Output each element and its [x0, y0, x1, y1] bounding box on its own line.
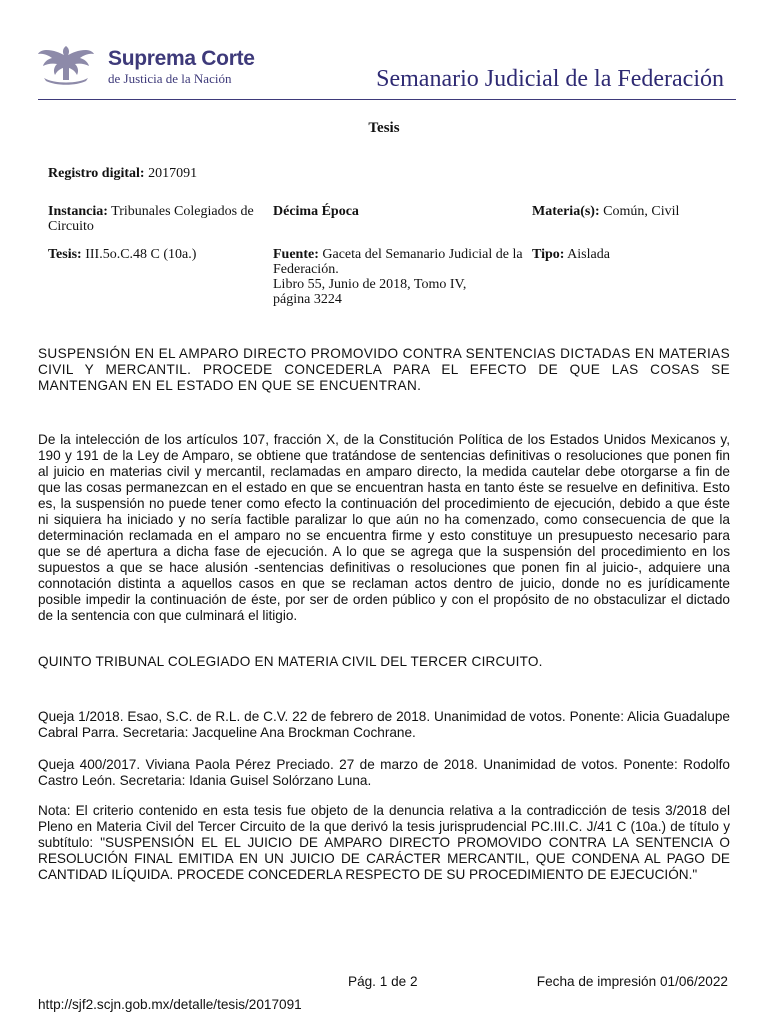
page-number: Pág. 1 de 2 [348, 974, 418, 989]
site-title: Semanario Judicial de la Federación [376, 66, 724, 92]
header-divider [38, 99, 736, 100]
eagle-seal-icon [36, 40, 96, 86]
fuente-value: Gaceta del Semanario Judicial de la Federación. [273, 247, 523, 277]
registro-label: Registro digital: [48, 166, 145, 181]
instancia-value: Tribunales Colegiados de Circuito [48, 204, 254, 234]
precedente-2: Queja 400/2017. Viviana Paola Pérez Preciado. 27 de marzo de 2018. Unanimidad de votos. Ponente: Rodolfo Castro León. Secretaria: Idania Guisel Solórzano Luna. [38, 757, 730, 788]
tipo-value: Aislada [567, 247, 610, 262]
document-title: Tesis [368, 120, 400, 136]
epoca-label: Décima Época [273, 204, 359, 219]
nota: Nota: El criterio contenido en esta tesis fue objeto de la denuncia relativa a la contradicción de tesis 3/2018 del Pleno en Materia Civil del Tercer Circuito de la que derivó la tesis jurisprudencial PC.III.C. J/41 C (10a.) de título y subtítulo: "SUSPENSIÓN EL EL JUICIO DE AMPARO DIRECTO PROMOVIDO CONTRA LA SENTENCIA O RESOLUCIÓN FINAL EMITIDA EN UN JUICIO DE CARÁCTER MERCANTIL, QUE CONDENA AL PAGO DE CANTIDAD ILÍQUIDA. PROCEDE CONCEDERLA RESPECTO DE SU PROCEDIMIENTO DE EJECUCIÓN." [38, 803, 730, 882]
instancia [48, 204, 263, 234]
fuente-pagina: página 3224 [273, 292, 342, 307]
institution-logo [108, 48, 255, 87]
instancia-label: Instancia: [48, 204, 108, 219]
tesis-value: III.5o.C.48 C (10a.) [85, 247, 197, 262]
tribunal-name: QUINTO TRIBUNAL COLEGIADO EN MATERIA CIVIL DEL TERCER CIRCUITO. [38, 654, 543, 669]
precedente-1: Queja 1/2018. Esao, S.C. de R.L. de C.V. 22 de febrero de 2018. Unanimidad de votos. Ponente: Alicia Guadalupe Cabral Parra. Secretaria: Jacqueline Ana Brockman Cochrane. [38, 709, 730, 740]
source-url[interactable]: http://sjf2.scjn.gob.mx/detalle/tesis/2017091 [38, 997, 302, 1012]
materia [532, 204, 679, 219]
print-date: Fecha de impresión 01/06/2022 [536, 974, 728, 989]
tesis-body: De la intelección de los artículos 107, fracción X, de la Constitución Política de los Estados Unidos Mexicanos y, 190 y 191 de la Ley de Amparo, se obtiene que tratándose de sentencias definitivas o resoluciones que ponen fin al juicio en materias civil y mercantil, reclamadas en amparo directo, la medida cautelar debe otorgarse a fin de que las cosas permanezcan en el estado en que se encuentran hasta en tanto éste se resuelve en definitiva. Esto es, la suspensión no puede tener como efecto la continuación del procedimiento de ejecución, debido a que éste ni siquiera ha iniciado y no sería factible paralizar lo que aún no ha comenzado, como consecuencia de que la determinación reclamada en el amparo no se encuentra firme y esto constituye un presupuesto necesario para que se dé apertura a dicha fase de ejecución. A lo que se agrega que la suspensión del procedimiento en los supuestos a que se hace alusión -sentencias definitivas o resoluciones que ponen fin al juicio-, adquiere una connotación distinta a aquellos casos en que se reclaman actos dentro de juicio, donde no es jurídicamente posible impedir la continuación de éste, por ser de orden público y con el propósito de no obstaculizar el dictado de la sentencia con que culminará el litigio. [38, 432, 730, 623]
tesis-label: Tesis: [48, 247, 82, 262]
materia-value: Común, Civil [603, 204, 680, 219]
tesis-heading: SUSPENSIÓN EN EL AMPARO DIRECTO PROMOVIDO CONTRA SENTENCIAS DICTADAS EN MATERIAS CIVIL Y MERCANTIL. PROCEDE CONCEDERLA PARA EL EFECTO DE QUE LAS COSAS SE MANTENGAN EN EL ESTADO EN QUE SE ENCUENTRAN. [38, 346, 730, 393]
tesis-clave [48, 247, 196, 262]
fuente [273, 247, 525, 307]
epoca [273, 204, 359, 219]
registro-value: 2017091 [148, 166, 198, 181]
logo-sub-text: de Justicia de la Nación [108, 71, 232, 86]
tipo [532, 247, 610, 262]
fuente-label: Fuente: [273, 247, 319, 262]
fuente-libro: Libro 55, Junio de 2018, Tomo IV, [273, 277, 467, 292]
logo-main-text: Suprema Corte [108, 47, 255, 70]
materia-label: Materia(s): [532, 204, 600, 219]
tipo-label: Tipo: [532, 247, 565, 262]
registro-digital [48, 166, 197, 181]
